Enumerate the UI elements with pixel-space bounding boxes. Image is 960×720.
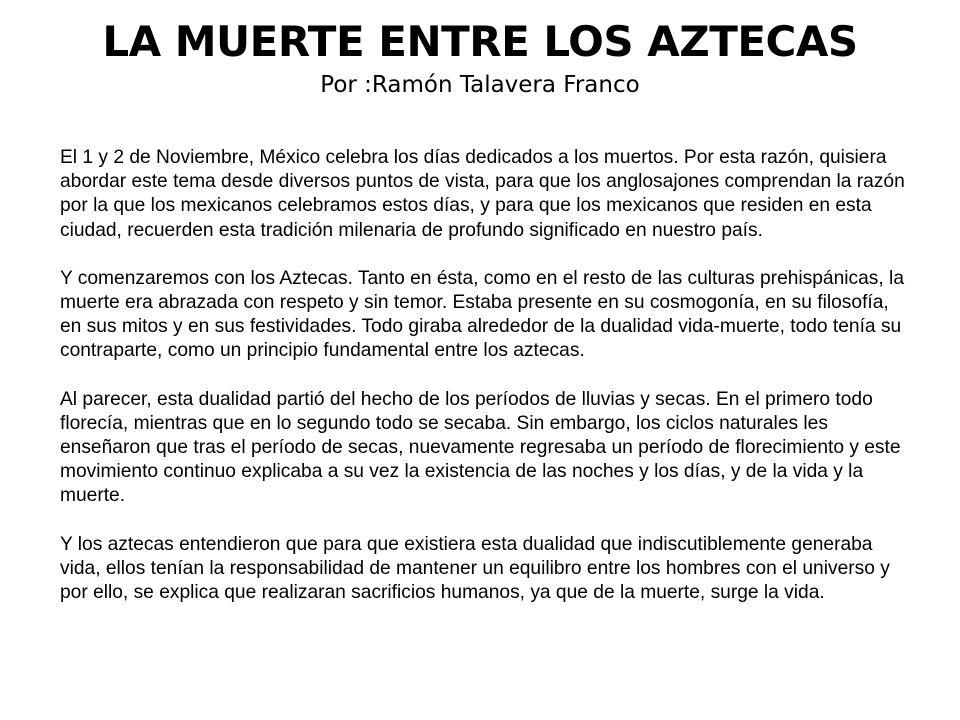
slide-body: [60, 146, 912, 629]
title-block: [60, 14, 900, 100]
paragraph-2: Y comenzaremos con los Aztecas. Tanto en ésta, como en el resto de las culturas prehispánicas, la muerte era abrazada con respeto y sin temor. Estaba presente en su cosmogonía, en su filosofía, en sus mitos y en sus festividades. Todo giraba alrededor de la dualidad vida-muerte, todo tenía su contraparte, como un principio fundamental entre los aztecas.: [60, 267, 904, 362]
paragraph-1: El 1 y 2 de Noviembre, México celebra los días dedicados a los muertos. Por esta razón, quisiera abordar este tema desde diversos puntos de vista, para que los anglosajones comprendan la razón por la que los mexicanos celebramos estos días, y para que los mexicanos que residen en esta ciudad, recuerden esta tradición milenaria de profundo significado en nuestro país.: [60, 147, 905, 241]
paragraph-3: Al parecer, esta dualidad partió del hecho de los períodos de lluvias y secas. En el primero todo florecía, mientras que en lo segundo todo se secaba. Sin embargo, los ciclos naturales les enseñaron que tras el período de secas, nuevamente regresaba un período de florecimiento y este movimiento continuo explicaba a su vez la existencia de las noches y los días, y de la vida y la muerte.: [60, 388, 901, 507]
slide-subtitle: Por :Ramón Talavera Franco: [320, 72, 640, 98]
slide-title: LA MUERTE ENTRE LOS AZTECAS: [102, 17, 858, 66]
paragraph-4: Y los aztecas entendieron que para que existiera esta dualidad que indiscutiblemente generaba vida, ellos tenían la responsabilidad de mantener un equilibro entre los hombres con el universo y por ello, se explica que realizaran sacrificios humanos, ya que de la muerte, surge la vida.: [60, 533, 890, 604]
